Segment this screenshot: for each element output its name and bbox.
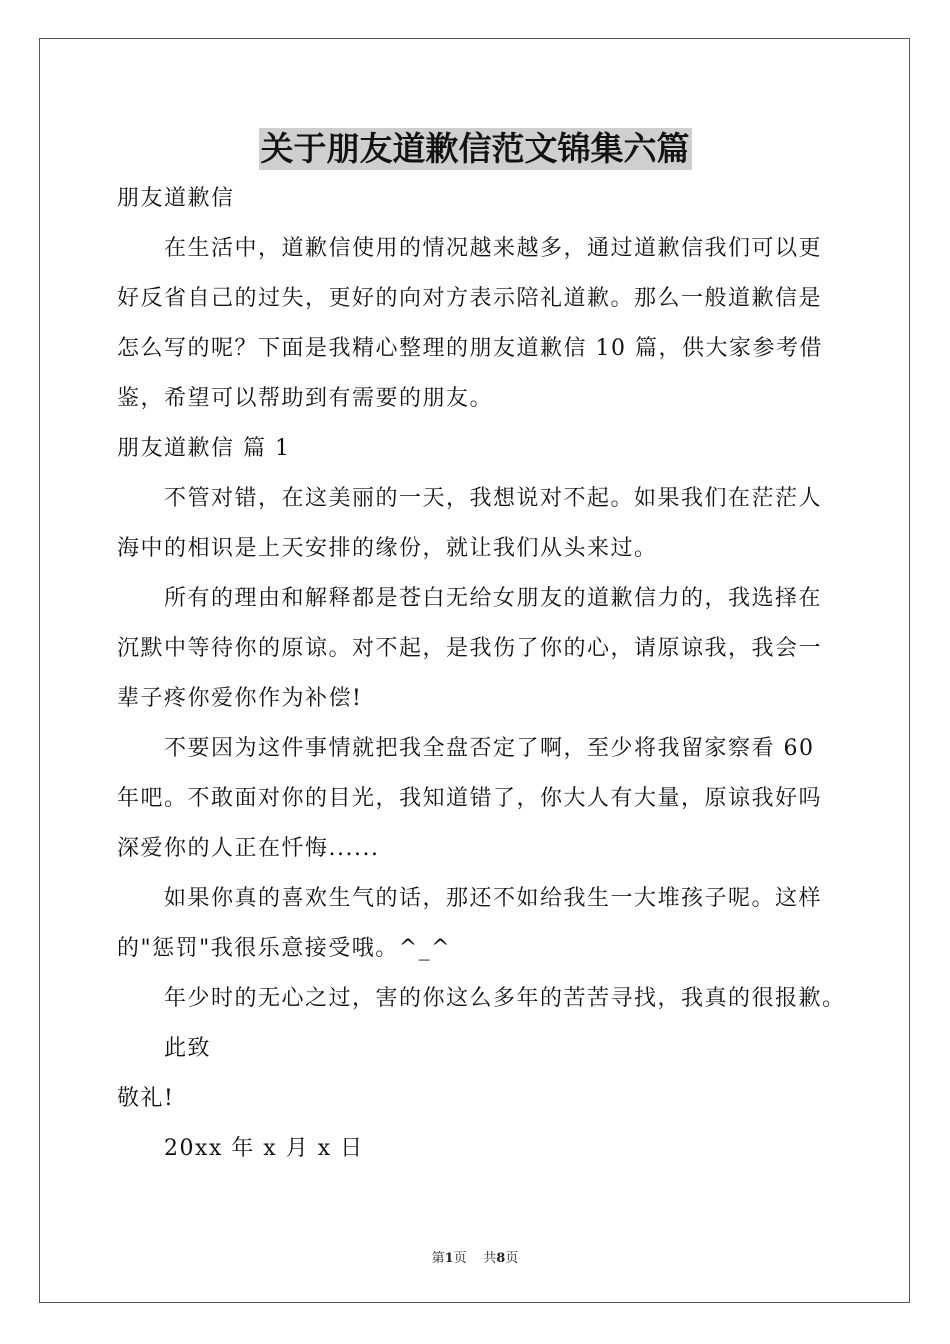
text-line: 深爱你的人正在忏悔......: [117, 836, 380, 861]
text-line: 如果你真的喜欢生气的话，那还不如给我生一大堆孩子呢。这样: [164, 886, 823, 911]
text-line: 年少时的无心之过，害的你这么多年的苦苦寻找，我真的很报歉。: [164, 986, 846, 1011]
text-line: 不管对错，在这美丽的一天，我想说对不起。如果我们在茫茫人: [164, 486, 823, 511]
text-line: 朋友道歉信 篇 1: [117, 436, 291, 461]
text-line: 怎么写的呢？下面是我精心整理的朋友道歉信 10 篇，供大家参考借: [117, 336, 823, 361]
text-line: 鉴，希望可以帮助到有需要的朋友。: [117, 386, 494, 411]
text-line: 沉默中等待你的原谅。对不起，是我伤了你的心，请原谅我，我会一: [117, 636, 823, 661]
text-line: 朋友道歉信: [117, 186, 235, 211]
text-line: 20xx 年 x 月 x 日: [164, 1136, 364, 1161]
total-label-suffix: 页: [505, 1251, 519, 1266]
text-line: 所有的理由和解释都是苍白无给女朋友的道歉信力的，我选择在: [164, 586, 823, 611]
text-line: 辈子疼你爱你作为补偿!: [117, 686, 363, 711]
text-line: 不要因为这件事情就把我全盘否定了啊，至少将我留家察看 60: [164, 736, 815, 761]
page-number: 1: [444, 1251, 454, 1266]
text-line: 海中的相识是上天安排的缘份，就让我们从头来过。: [117, 536, 658, 561]
page-label-suffix: 页: [453, 1251, 467, 1266]
text-line: 的"惩罚"我很乐意接受哦。^_^: [117, 936, 452, 961]
text-line: 年吧。不敢面对你的目光，我知道错了，你大人有大量，原谅我好吗: [117, 786, 823, 811]
text-line: 在生活中，道歉信使用的情况越来越多，通过道歉信我们可以更: [164, 236, 823, 261]
text-line: 此致: [164, 1036, 212, 1061]
page-label-prefix: 第: [431, 1251, 445, 1266]
title-container: [0, 128, 950, 170]
total-pages: 8: [496, 1251, 506, 1266]
document-body: [117, 174, 846, 1174]
total-label-prefix: 共: [483, 1251, 497, 1266]
text-line: 好反省自己的过失，更好的向对方表示陪礼道歉。那么一般道歉信是: [117, 286, 823, 311]
text-line: 敬礼!: [117, 1086, 175, 1111]
document-title: 关于朋友道歉信范文锦集六篇: [260, 129, 690, 168]
page-footer: [0, 1247, 950, 1266]
